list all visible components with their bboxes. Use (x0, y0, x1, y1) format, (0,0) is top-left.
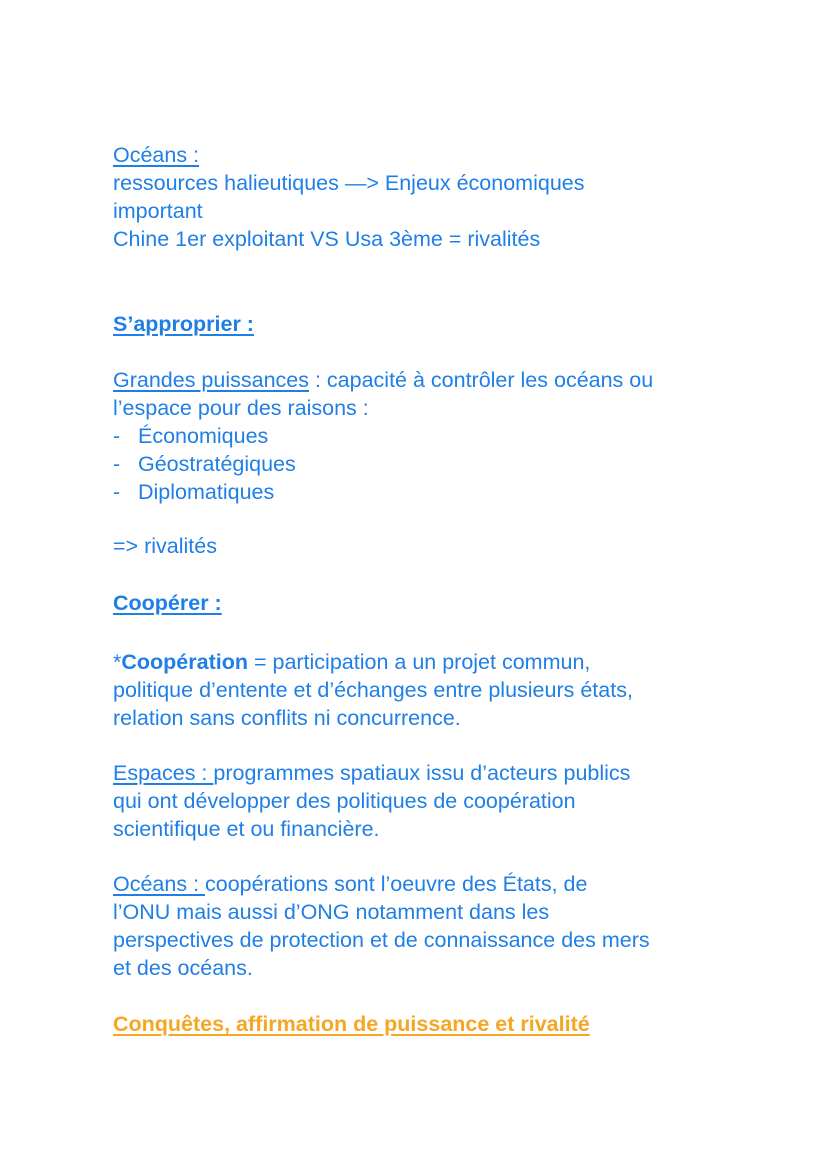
list-item-text: Diplomatiques (138, 480, 275, 504)
espaces-text: qui ont développer des politiques de coopération (113, 789, 576, 813)
list-item (113, 478, 753, 506)
sapproprier-conclusion: => rivalités (113, 534, 217, 558)
oceans-text: coopérations sont l’oeuvre des États, de (205, 872, 588, 896)
list-item (113, 450, 753, 478)
grandes-puissances-text: l’espace pour des raisons : (113, 396, 369, 420)
espaces-label: Espaces : (113, 761, 214, 785)
oceans-cooperation-paragraph (113, 870, 753, 982)
definition-text: politique d’entente et d’échanges entre plusieurs états, (113, 678, 633, 702)
conquetes-heading: Conquêtes, affirmation de puissance et rivalité (113, 1012, 590, 1036)
oceans-intro-line: important (113, 199, 203, 223)
espaces-text: programmes spatiaux issu d’acteurs publics (213, 761, 631, 785)
espaces-text: scientifique et ou financière. (113, 817, 380, 841)
grandes-puissances-text: : capacité à contrôler les océans ou (309, 368, 654, 392)
cooperer-section-header (113, 589, 753, 617)
oceans-text: et des océans. (113, 956, 253, 980)
sapproprier-section-header (113, 310, 753, 338)
oceans-intro-section (113, 141, 753, 253)
grandes-puissances-label: Grandes puissances (113, 368, 309, 392)
oceans-intro-line: ressources halieutiques —> Enjeux économiques (113, 171, 585, 195)
sapproprier-conclusion-block (113, 532, 753, 560)
cooperation-definition (113, 648, 753, 732)
oceans-text: l’ONU mais aussi d’ONG notamment dans les (113, 900, 550, 924)
sapproprier-body (113, 366, 753, 506)
definition-text: relation sans conflits ni concurrence. (113, 706, 461, 730)
definition-text: = participation a un projet commun, (247, 650, 591, 674)
list-item (113, 422, 753, 450)
cooperer-heading: Coopérer : (113, 591, 222, 615)
list-dash: - (113, 424, 121, 448)
list-dash: - (113, 452, 121, 476)
list-item-text: Géostratégiques (138, 452, 296, 476)
sapproprier-heading: S’approprier : (113, 312, 254, 336)
oceans-intro-line: Chine 1er exploitant VS Usa 3ème = rivalités (113, 227, 541, 251)
espaces-paragraph (113, 759, 753, 843)
list-item-text: Économiques (138, 424, 269, 448)
definition-asterisk: * (113, 650, 122, 674)
oceans-text: perspectives de protection et de connaissance des mers (113, 928, 650, 952)
next-section-header (113, 1010, 753, 1038)
oceans-intro-label: Océans : (113, 143, 200, 167)
oceans-label: Océans : (113, 872, 206, 896)
cooperation-term: Coopération (121, 650, 248, 674)
list-dash: - (113, 480, 121, 504)
